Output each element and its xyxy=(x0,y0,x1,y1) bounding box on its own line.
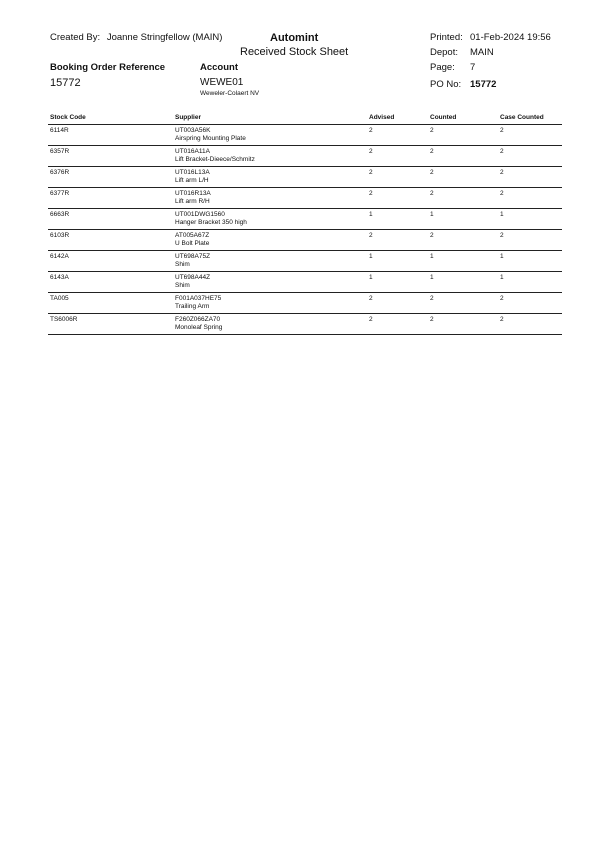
counted-cell: 2 xyxy=(430,295,434,302)
counted-cell: 1 xyxy=(430,211,434,218)
stock-code-cell: 6142A xyxy=(50,253,69,260)
table-row xyxy=(48,188,562,209)
case-counted-cell: 1 xyxy=(500,211,504,218)
po-label: PO No: xyxy=(430,79,462,90)
page-number: 7 xyxy=(470,62,476,73)
advised-cell: 2 xyxy=(369,169,373,176)
advised-cell: 2 xyxy=(369,190,373,197)
description-cell: Airspring Mounting Plate xyxy=(175,135,246,142)
advised-cell: 1 xyxy=(369,274,373,281)
company-name: Automint xyxy=(270,32,319,44)
stock-code-cell: TA005 xyxy=(50,295,69,302)
booking-label: Booking Order Reference xyxy=(50,62,166,73)
created-by-label: Created By: xyxy=(50,32,101,43)
supplier-code-cell: F260Z066ZA70 xyxy=(175,316,221,323)
depot-label: Depot: xyxy=(430,47,458,58)
col-advised: Advised xyxy=(369,114,395,121)
stock-code-cell: 6103R xyxy=(50,232,70,239)
stock-code-cell: TS6006R xyxy=(50,316,78,323)
advised-cell: 2 xyxy=(369,232,373,239)
account-name: Weweler-Colaert NV xyxy=(200,90,260,97)
table-row xyxy=(48,314,562,335)
description-cell: Lift arm R/H xyxy=(175,198,210,205)
page-label: Page: xyxy=(430,62,455,73)
description-cell: Trailing Arm xyxy=(175,303,210,310)
description-cell: U Bolt Plate xyxy=(175,240,210,247)
col-supplier: Supplier xyxy=(175,114,202,121)
advised-cell: 2 xyxy=(369,148,373,155)
col-counted: Counted xyxy=(430,114,457,121)
case-counted-cell: 2 xyxy=(500,232,504,239)
description-cell: Shim xyxy=(175,282,190,289)
supplier-code-cell: UT001DWG1560 xyxy=(175,211,225,218)
page-title: Received Stock Sheet xyxy=(240,46,349,58)
case-counted-cell: 2 xyxy=(500,316,504,323)
table-row xyxy=(48,146,562,167)
case-counted-cell: 1 xyxy=(500,253,504,260)
supplier-code-cell: UT016R13A xyxy=(175,190,211,197)
printed-value: 01-Feb-2024 19:56 xyxy=(470,32,551,43)
description-cell: Lift arm L/H xyxy=(175,177,209,184)
stock-table xyxy=(48,113,562,335)
case-counted-cell: 1 xyxy=(500,274,504,281)
stock-code-cell: 6376R xyxy=(50,169,70,176)
supplier-code-cell: F001A037HE75 xyxy=(175,295,222,302)
supplier-code-cell: UT698A44Z xyxy=(175,274,211,281)
created-by xyxy=(50,32,222,43)
table-row xyxy=(48,230,562,251)
booking-reference: 15772 xyxy=(50,77,81,89)
table-row xyxy=(48,272,562,293)
table-body xyxy=(48,125,562,335)
advised-cell: 1 xyxy=(369,211,373,218)
stock-code-cell: 6114R xyxy=(50,127,69,134)
table-row xyxy=(48,167,562,188)
table-row xyxy=(48,209,562,230)
counted-cell: 2 xyxy=(430,169,434,176)
table-header xyxy=(48,113,562,125)
created-by-value: Joanne Stringfellow (MAIN) xyxy=(106,32,223,43)
counted-cell: 1 xyxy=(430,253,434,260)
advised-cell: 1 xyxy=(369,253,373,260)
case-counted-cell: 2 xyxy=(500,190,504,197)
depot-value: MAIN xyxy=(470,47,494,58)
description-cell: Hanger Bracket 350 high xyxy=(175,219,247,226)
col-case-counted: Case Counted xyxy=(500,114,544,121)
table-row xyxy=(48,293,562,314)
stock-code-cell: 6663R xyxy=(50,211,70,218)
advised-cell: 2 xyxy=(369,127,373,134)
stock-code-cell: 6357R xyxy=(50,148,70,155)
col-stock-code: Stock Code xyxy=(50,114,86,121)
counted-cell: 2 xyxy=(430,232,434,239)
case-counted-cell: 2 xyxy=(500,148,504,155)
advised-cell: 2 xyxy=(369,295,373,302)
case-counted-cell: 2 xyxy=(500,169,504,176)
supplier-code-cell: UT016L13A xyxy=(175,169,210,176)
printed-label: Printed: xyxy=(430,32,463,43)
counted-cell: 2 xyxy=(430,148,434,155)
case-counted-cell: 2 xyxy=(500,295,504,302)
supplier-code-cell: AT005A67Z xyxy=(175,232,210,239)
supplier-code-cell: UT016A11A xyxy=(175,148,210,155)
counted-cell: 2 xyxy=(430,190,434,197)
advised-cell: 2 xyxy=(369,316,373,323)
po-number: 15772 xyxy=(470,79,497,90)
stock-code-cell: 6377R xyxy=(50,190,70,197)
table-row xyxy=(48,251,562,272)
case-counted-cell: 2 xyxy=(500,127,504,134)
description-cell: Monoleaf Spring xyxy=(175,324,223,331)
table-row xyxy=(48,125,562,146)
counted-cell: 2 xyxy=(430,127,434,134)
description-cell: Lift Bracket-Dieece/Schmitz xyxy=(175,156,255,163)
counted-cell: 1 xyxy=(430,274,434,281)
stock-code-cell: 6143A xyxy=(50,274,69,281)
counted-cell: 2 xyxy=(430,316,434,323)
account-code: WEWE01 xyxy=(200,77,244,88)
supplier-code-cell: UT003A56K xyxy=(175,127,211,134)
supplier-code-cell: UT698A75Z xyxy=(175,253,211,260)
account-label: Account xyxy=(200,62,238,73)
description-cell: Shim xyxy=(175,261,190,268)
